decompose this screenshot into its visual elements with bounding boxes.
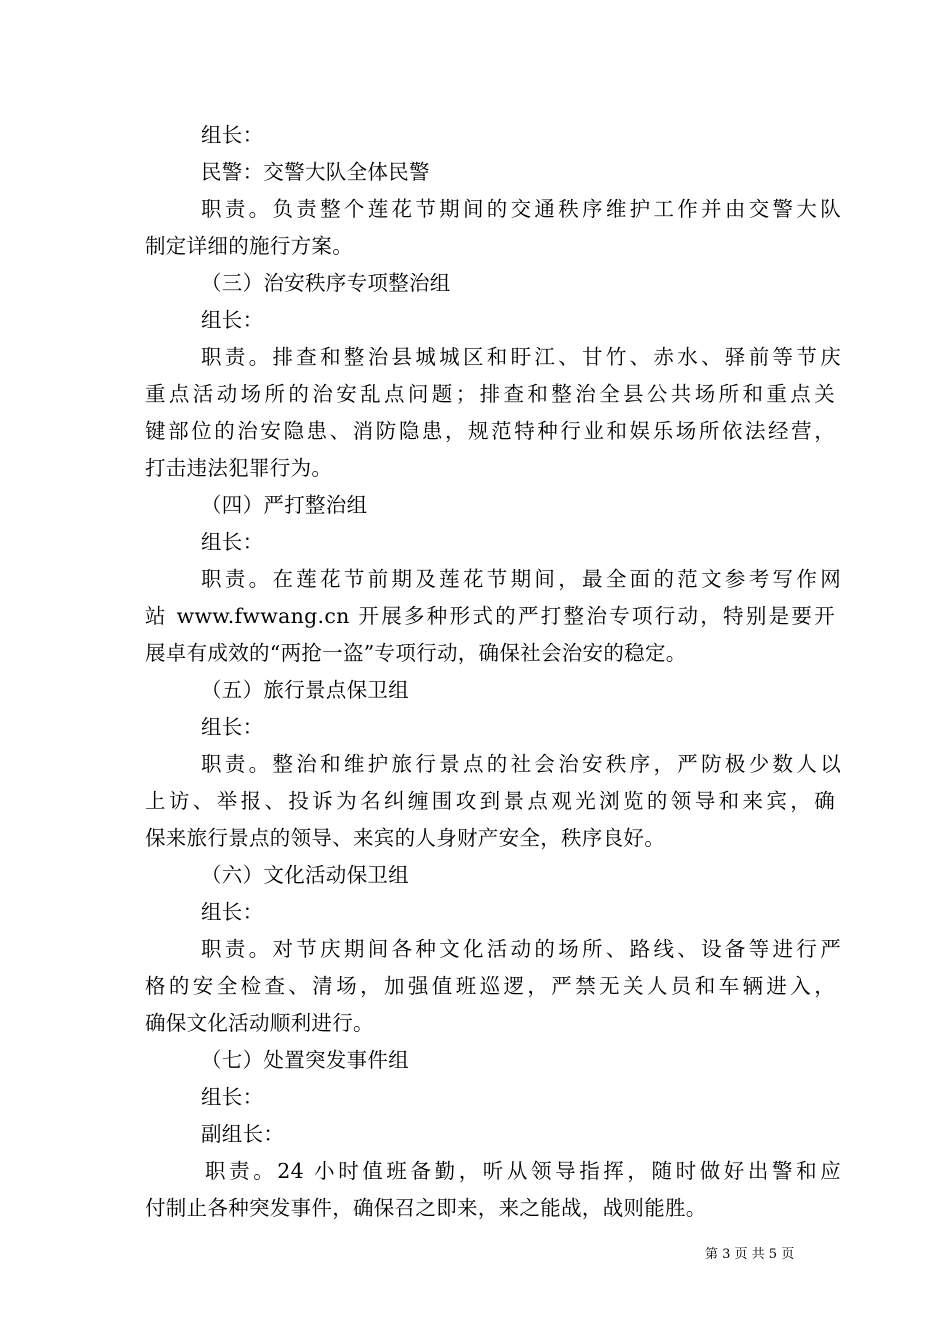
section-heading: （三）治安秩序专项整治组 [201,271,451,295]
section-heading: （四）严打整治组 [201,493,368,517]
text-line: 付制止各种突发事件，确保召之即来，来之能战，战则能胜。 [145,1196,707,1220]
section-heading: （六）文化活动保卫组 [201,863,409,887]
text-line: 副组长： [201,1122,285,1146]
text-line: 键部位的治安隐患、消防隐患，规范特种行业和娱乐场所依法经营， [145,419,835,443]
text-line: 职责。整治和维护旅行景点的社会治安秩序，严防极少数人以 [201,752,841,776]
text-line: 职责。排查和整治县城城区和盱江、甘竹、赤水、驿前等节庆 [201,345,841,369]
text-line: 职责。在莲花节前期及莲花节期间，最全面的范文参考写作网 [201,567,841,591]
section-heading: （五）旅行景点保卫组 [201,678,409,702]
text-line: 站 www.fwwang.cn 开展多种形式的严打整治专项行动，特别是要开 [145,604,835,628]
text-line: 重点活动场所的治安乱点问题；排查和整治全县公共场所和重点关 [145,382,835,406]
text-line: 上访、举报、投诉为名纠缠围攻到景点观光浏览的领导和来宾，确 [145,789,835,813]
text-line: 保来旅行景点的领导、来宾的人身财产安全，秩序良好。 [145,826,665,850]
text-line: 组长： [201,1085,264,1109]
text-line: 确保文化活动顺利进行。 [145,1011,374,1035]
text-line: 组长： [201,900,264,924]
text-line: 组长： [201,530,264,554]
text-line: 职责。24 小时值班备勤，听从领导指挥，随时做好出警和应 [205,1159,841,1183]
text-line: 打击违法犯罪行为。 [145,456,333,480]
text-line: 展卓有成效的“两抢一盗”专项行动，确保社会治安的稳定。 [145,641,687,665]
text-line: 组长： [201,308,264,332]
section-heading: （七）处置突发事件组 [201,1048,409,1072]
text-line: 职责。负责整个莲花节期间的交通秩序维护工作并由交警大队 [201,197,841,221]
text-line: 组长： [201,123,264,147]
page-number-footer: 第 3 页 共 5 页 [705,1247,795,1262]
text-line: 制定详细的施行方案。 [145,234,353,258]
text-line: 职责。对节庆期间各种文化活动的场所、路线、设备等进行严 [201,937,841,961]
text-line: 组长： [201,715,264,739]
text-line: 格的安全检查、清场，加强值班巡逻，严禁无关人员和车辆进入， [145,974,835,998]
text-line: 民警：交警大队全体民警 [201,160,430,184]
